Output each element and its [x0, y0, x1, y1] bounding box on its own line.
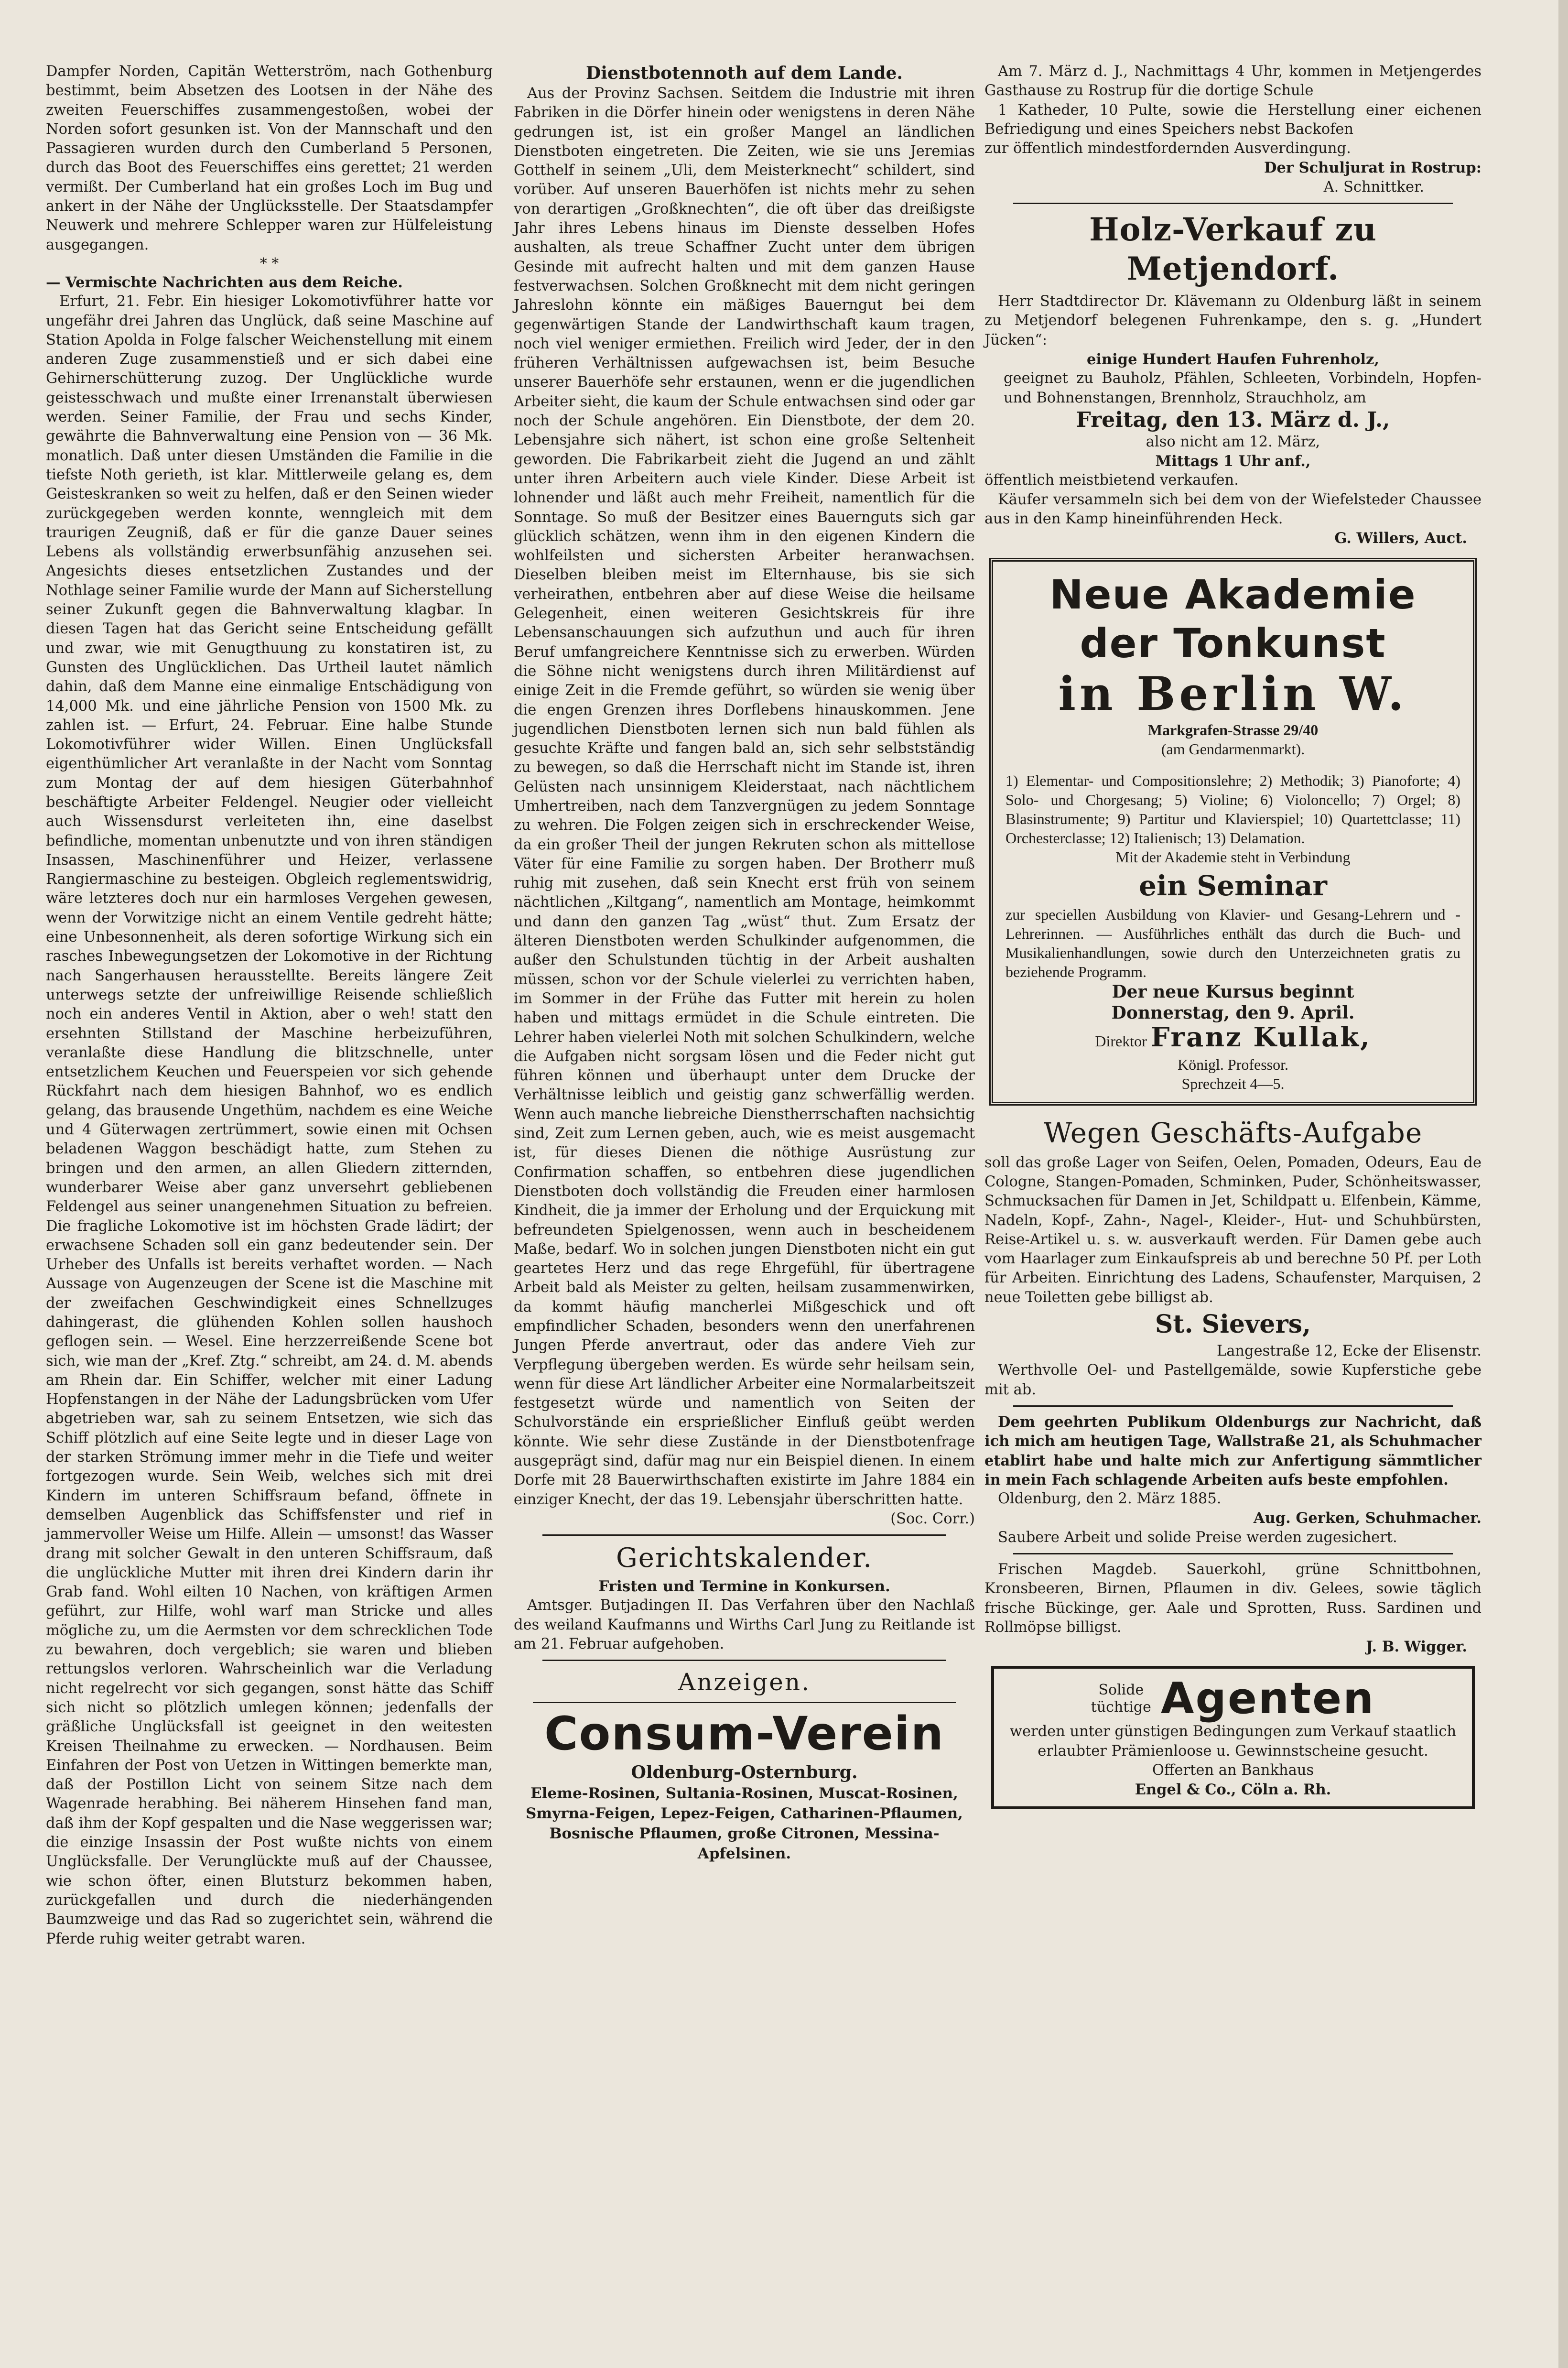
- schuhmacher-text: Dem geehrten Publikum Oldenburgs zur Nachricht, daß ich mich am heutigen Tage, Wallstraße 21, als Schuhmacher etablirt habe und halte mich zur Anfertigung sämmtlicher in mein Fach schlagende Arbeiten aufs beste empfohlen.: [984, 1413, 1481, 1488]
- akademie-ad: [989, 558, 1477, 1106]
- heading-anzeigen: Anzeigen.: [678, 1668, 811, 1696]
- agenten-title: Agenten: [1160, 1673, 1375, 1724]
- agenten-small-1: Solide: [1098, 1682, 1144, 1699]
- article-norden: Dampfer Norden, Capitän Wetterström, nach Gothenburg bestimmt, beim Absetzen des Lootsen in der Nähe des zweiten Feuerschiffes zusammengestoßen, wobei der Norden sofort gesunken ist. Von der Mannschaft und den Passagieren wurden durch den Cumberland 5 Personen, durch das Boot des Feuerschiffes eins gerettet; 21 werden vermißt. Der Cumberland hat ein großes Loch im Bug und ankert in der Nähe der Unglücksstelle. Der Staatsdampfer Neuwerk und mehrere Schlepper waren zur Hülfeleistung ausgegangen.: [46, 63, 493, 253]
- akademie-location: (am Gendarmenmarkt).: [1161, 740, 1305, 758]
- akademie-director-name: Franz Kullak,: [1150, 1021, 1371, 1053]
- divider: [1013, 1405, 1453, 1407]
- akademie-kurs-2: Donnerstag, den 9. April.: [1111, 1002, 1355, 1023]
- heading-vermischte: — Vermischte Nachrichten aus dem Reiche.: [46, 273, 403, 291]
- akademie-director-label: Direktor: [1095, 1032, 1147, 1050]
- agenten-small-2: tüchtige: [1091, 1699, 1151, 1716]
- akademie-verbindung: Mit der Akademie steht in Verbindung: [1115, 848, 1351, 866]
- heading-dienstboten: Dienstbotennoth auf dem Lande.: [586, 63, 903, 83]
- schuhmacher-date: Oldenburg, den 2. März 1885.: [998, 1490, 1222, 1508]
- akademie-address: Markgrafen-Strasse 29/40: [1147, 721, 1319, 739]
- holz-bold: einige Hundert Haufen Fuhrenholz,: [1086, 350, 1379, 368]
- agenten-header: [1004, 1675, 1462, 1722]
- divider: [542, 1534, 946, 1536]
- consum-location: Oldenburg-Osternburg.: [631, 1762, 858, 1783]
- article-vermischte: Erfurt, 21. Febr. Ein hiesiger Lokomotivführer hatte vor ungefähr drei Jahren das Unglück, daß seine Maschine auf Station Apolda in Folge falscher Weichenstellung mit einem anderen Zuge zusammenstieß und er sich dabei eine Gehirnerschütterung zuzog. Der Unglückliche wurde geistesschwach und mußte einer Irrenanstalt überwiesen werden. Seiner Familie, der Frau und sechs Kinder, gewährte die Bahnverwaltung eine Pension von — 36 Mk. monatlich. Daß unter diesen Umständen die Familie in die tiefste Noth gerieth, ist klar. Mittlerweile gelang es, dem Geisteskranken so weit zu helfen, daß er den Seinen wieder zurückgegeben werden konnte, wenngleich mit dem traurigen Zeugniß, daß er für die ganze Dauer seines Lebens als vollständig erwerbsunfähig anzusehen sei. Angesichts dieses entsetzlichen Zustandes und der Nothlage seiner Familie wurde der Mann auf Sicherstellung seiner Zukunft gegen die Bahnverwaltung klagbar. In diesen Tagen hat das Gericht seine Entscheidung gefällt und zwar, wie mit Genugthuung zu konstatiren ist, zu Gunsten des Unglücklichen. Das Urtheil lautet nämlich dahin, daß dem Manne eine einmalige Entschädigung von 14,000 Mk. und eine jährliche Pension von 1500 Mk. zu zahlen ist. — Erfurt, 24. Februar. Eine halbe Stunde Lokomotivführer wider Willen. Einen Unglücksfall eigenthümlicher Art veranlaßte in der Nacht vom Sonntag zum Montag der auf dem hiesigen Güterbahnhof beschäftigte Arbeiter Feldengel. Neugier oder vielleicht auch Wissensdurst verleiteten ihn, eine daselbst befindliche, momentan unbenutzte und von ihren ständigen Insassen, Maschinenführer und Heizer, verlassene Rangiermaschine zu besteigen. Obgleich reglementswidrig, wäre letzteres doch nur ein harmloses Vergehen gewesen, wenn der Vorwitzige nicht an einem Ventile gedreht hätte; eine Unbesonnenheit, als deren sofortige Wirkung sich ein rasches Inbewegungsetzen der Lokomotive in der Richtung nach Sangerhausen herausstellte. Bereits längere Zeit unterwegs setzte der unfreiwillige Reisende schließlich noch ein anderes Ventil in Aktion, aber o weh! statt den ersehnten Stillstand der Maschine herbeizuführen, veranlaßte diese Handlung die blitzschnelle, unter entsetzlichem Keuchen und Feuerspeien vor sich gehende Rückfahrt nach dem hiesigen Bahnhof, wo es endlich gelang, das brausende Ungethüm, nachdem es eine Weiche und 4 Güterwagen zertrümmert, sowie einen mit Ochsen beladenen Waggon beschädigt hatte, zum Stehen zu bringen und den armen, an allen Gliedern zitternden, wunderbarer Weise aber ganz unversehrt gebliebenen Feldengel aus seiner unangenehmen Situation zu befreien. Die fragliche Lokomotive ist im höchsten Grade lädirt; der erwachsene Schaden soll ein ganz bedeutender sein. Der Urheber des Unfalls ist bereits verhaftet worden. — Nach Aussage von Augenzeugen der Scene ist die Maschine mit der zweifachen Geschwindigkeit eines Schnellzuges dahingerast, die glühenden Kohlen sollen haushoch geflogen sein. — Wesel. Eine herzzerreißende Scene bot sich, wie man der „Kref. Ztg.“ schreibt, am 24. d. M. abends am Rhein dar. Ein Schiffer, welcher mit einer Ladung Hopfenstangen in der Nähe der Ladungsbrücken vom Ufer abgetrieben war, sah zu seinem Entsetzen, wie sich das Schiff plötzlich auf eine Seite legte und in dieser Lage von der starken Strömung immer mehr in die Tiefe und weiter fortgezogen wurde. Sein Weib, welches sich mit drei Kindern im unteren Schiffsraum befand, öffnete in demselben Augenblick das Schiffsfenster und rief in jammervoller Weise um Hilfe. Allein — umsonst! das Wasser drang mit solcher Gewalt in den unteren Schiffsraum, daß die unglückliche Mutter mit ihren drei Kindern darin ihr Grab fand. Wohl eilten 10 Nachen, von kräftigen Armen geführt, zur Hilfe, wohl warf man Stricke und alles mögliche zu, um die Aermsten vor dem schrecklichen Tode zu bewahren, doch vergeblich; sie waren und blieben rettungslos verloren. Wahrscheinlich war die Verladung nicht regelrecht vor sich gegangen, sonst hätte das Schiff sich nicht so plötzlich umlegen können; jedenfalls der gräßliche Unglücksfall ist geeignet in den weitesten Kreisen Theilnahme zu erwecken. — Nordhausen. Beim Einfahren der Post von Uetzen in Wittingen bemerkte man, daß der Postillon Licht von seinem Sitze nach dem Wagenrade herabhing. Bei näherem Hinsehen fand man, daß ihm der Kopf gespalten und die Nase weggerissen war; die einzige Insassin der Post wußte nichts von einem Unglücksfalle. Der Verunglückte muß auf der Chaussee, wie schon öfter, einen Blutsturz bekommen haben, zurückgefallen und durch die niederhängenden Baumzweige und das Rad so zugerichtet sein, während die Pferde ruhig weiter getrabt waren.: [46, 293, 493, 1947]
- akademie-director: [1006, 1023, 1460, 1055]
- consum-verein-title: Consum-Verein: [544, 1707, 944, 1761]
- akademie-kurs-1: Der neue Kursus beginnt: [1112, 981, 1354, 1002]
- akademie-title-3: in Berlin W.: [1058, 666, 1408, 721]
- holz-date: Freitag, den 13. März d. J.,: [1076, 407, 1390, 432]
- divider: [542, 1660, 946, 1661]
- column-1: [46, 62, 493, 1949]
- column-2: [514, 62, 975, 1864]
- school-ad-items: 1 Katheder, 10 Pulte, sowie die Herstellung einer eichenen Befriedigung und eines Speichers nebst Backofen: [984, 101, 1481, 138]
- article-dienstboten: Aus der Provinz Sachsen. Seitdem die Industrie mit ihren Fabriken in die Dörfer hinein oder wenigstens in deren Nähe gedrungen ist, ist ein großer Mangel an ländlichen Dienstboten eingetreten. Die Zeiten, wie sie uns Jeremias Gotthelf in seinem „Uli, dem Meisterknecht“ schildert, sind vorüber. Auf unseren Bauerhöfen ist nichts mehr zu sehen von derartigen „Großknechten“, die oft über das dreißigste Jahr ihres Lebens hinaus im Dienste desselben Hofes aushalten, als treue Schaffner Zucht unter dem übrigen Gesinde mit aufrecht halten und mit dem ganzen Hause festverwachsen. Solchen Großknecht mit dem nicht geringen Jahreslohn könnte ein mäßiges Bauerngut bei dem gegenwärtigen Stande der Landwirthschaft kaum tragen, noch viel weniger ermiethen. Freilich wird Jeder, der in den früheren Verhältnissen aufgewachsen ist, beim Besuche unserer Bauerhöfe sehr erstaunen, wenn er die jugendlichen Arbeiter sieht, die kaum der Schule entwachsen sind oder gar noch der Schule angehören. Ein Dienstbote, der dem 20. Lebensjahre sich nähert, ist schon eine große Seltenheit geworden. Die Fabrikarbeit zieht die Jugend an und zählt unter ihren Arbeitern auch viele Kinder. Diese Arbeit ist lohnender und läßt auch mehr Freiheit, namentlich für die Sonntage. So muß der Besitzer eines Bauernguts sich gar glücklich schätzen, wenn ihm in den eigenen Kindern die wohlfeilsten und sichersten Arbeiter heranwachsen. Dieselben bleiben meist im Elternhause, bis sie sich verheirathen, entbehren aber auf diese Weise die heilsame Gelegenheit, einen weiteren Gesichtskreis für ihre Lebensanschauungen sich aufzuthun und auch für ihren Beruf umfangreichere Kenntnisse sich zu erwerben. Würden die Söhne nicht wenigstens durch ihren Militärdienst auf einige Zeit in die Fremde geführt, so würden sie wenig über die engen Grenzen ihres Dorflebens hinauskommen. Jene jugendlichen Dienstboten lernen sich nun bald fühlen als gesuchte Kräfte und fangen bald an, sich sehr selbstständig zu bewegen, so daß die Herrschaft nicht im Stande ist, ihren Gelüsten nach unsinnigem Kleiderstaat, nach nächtlichem Umhertreiben, nach dem Tanzvergnügen zu jedem Sonntage zu wehren. Die Folgen zeigen sich in erschreckender Weise, da ein großer Theil der jungen Rekruten schon als mittellose Väter für eine Familie zu sorgen haben. Der Brotherr muß ruhig mit zusehen, daß sein Knecht erst früh von seinem nächtlichen „Kiltgang“, namentlich am Montage, heimkommt und dann den ganzen Tag „wüst“ thut. Zum Ersatz der älteren Dienstboten werden Schulkinder aufgenommen, die außer den Schulstunden tüchtig in der Arbeit aushalten müssen, schon vor der Schule vielerlei zu verrichten haben, im Sommer in der Frühe das Futter mit herein zu holen haben und mittags ermüdet in die Schule eintreten. Die Lehrer haben vielerlei Noth mit solchen Schulkindern, welche die Aufgaben nicht sorgsam lösen und die Feder nicht gut führen können und überhaupt unter dem Drucke der Verhältnisse leiblich und geistig ganz schwerfällig werden. Wenn auch manche liebreiche Dienstherrschaften nachsichtig sind, Zeit zum Lernen geben, auch, wie es meist ausgemacht ist, für dieses Dienen die nöthige Ausrüstung zur Confirmation schaffen, so entbehren diese jugendlichen Dienstboten doch vollständig die Freuden einer harmlosen Kindheit, die ja immer der Erholung und der Erquickung mit befreundeten Spielgenossen, wenn auch in bescheidenem Maße, bedarf. Wo in solchen jungen Dienstboten nicht ein gut geartetes Herz und das rege Ehrgefühl, für übertragene Arbeit bald als Meister zu gelten, heilsam zusammenwirken, da kommt häufig mancherlei Mißgeschick und oft empfindlicher Schaden, besonders wenn den unerfahrenen Jungen Pferde anvertraut, oder das andere Vieh zur Verpflegung übergeben werden. Es würde sehr heilsam sein, wenn für diese Art ländlicher Arbeiter eine Normalarbeitszeit festgesetzt würde und namentlich von Seiten der Schulvorstände ein ersprießlicher Einfluß geübt werden könnte. Wie sehr diese Zustände in der Dienstbotenfrage ausgeprägt sind, dafür mag nur ein Beispiel dienen. In einem Dorfe mit 28 Bauerwirthschaften existirte im Jahre 1884 ein einziger Knecht, der das 19. Lebensjahr überschritten hatte.: [514, 85, 975, 1508]
- gericht-text: Amtsger. Butjadingen II. Das Verfahren über den Nachlaß des weiland Kaufmanns und Wirths Carl Jung zu Reitlande ist am 21. Februar aufgehoben.: [514, 1597, 975, 1652]
- article-source: (Soc. Corr.): [890, 1510, 975, 1527]
- akademie-professor: Königl. Professor.: [1178, 1055, 1288, 1073]
- agenten-signature: Engel & Co., Cöln a. Rh.: [1135, 1781, 1331, 1799]
- geschaeft-aufgabe-text: soll das große Lager von Seifen, Oelen, Pomaden, Odeurs, Eau de Cologne, Stangen-Pomaden, Schminken, Puder, Schönheitswasser, Schmucksachen für Damen in Jet, Schildpatt u. Elfenbein, Kämme, Nadeln, Kopf-, Zahn-, Nagel-, Kleider-, Hut- und Schuhbürsten, Reise-Artikel u. s. w. ausverkauft werden. Für Damen gebe auch vom Haarlager zum Einkaufspreis ab und berechne 50 Pf. per Loth für Arbeiten. Einrichtung des Ladens, Schaufenster, Marquisen, 2 neue Toiletten gebe billigst ab.: [984, 1154, 1481, 1306]
- divider: [1013, 203, 1453, 204]
- schuhmacher-signature: Aug. Gerken, Schuhmacher.: [1253, 1510, 1481, 1527]
- geschaeft-aufgabe-title: Wegen Geschäfts-Aufgabe: [1043, 1116, 1423, 1149]
- holz-text-3: öffentlich meistbietend verkaufen.: [984, 472, 1239, 489]
- akademie-title-1: Neue Akademie: [1049, 571, 1417, 618]
- school-ad-name: A. Schnittker.: [1323, 178, 1424, 196]
- holz-date-2: also nicht am 12. März,: [1146, 433, 1320, 450]
- separator-stars: * *: [260, 255, 279, 272]
- wigger-text: Frischen Magdeb. Sauerkohl, grüne Schnittbohnen, Kronsbeeren, Birnen, Pflaumen in div. Gelees, sowie täglich frische Bückinge, ger. Aale und Sprotten, Russ. Sardinen und Rollmöpse billigst.: [984, 1561, 1481, 1636]
- akademie-subjects: 1) Elementar- und Compositionslehre; 2) Methodik; 3) Pianoforte; 4) Solo- und Chorgesang; 5) Violine; 6) Violoncello; 7) Orgel; 8) Blasinstrumente; 9) Partitur und Klavierspiel; 10) Quartettclasse; 11) Orchesterclasse; 12) Italienisch; 13) Delamation.: [1006, 771, 1460, 847]
- holz-text-2: geeignet zu Bauholz, Pfählen, Schleeten, Vorbindeln, Hopfen- und Bohnenstangen, Brennholz, Strauchholz, am: [1004, 370, 1481, 406]
- school-ad-signature: Der Schuljurat in Rostrup:: [1264, 159, 1481, 177]
- school-ad-text: Am 7. März d. J., Nachmittags 4 Uhr, kommen in Metjengerdes Gasthause zu Rostrup für die dortige Schule: [984, 63, 1481, 99]
- agenten-text: werden unter günstigen Bedingungen zum Verkauf staatlich erlaubter Prämienloose u. Gewinnstscheine gesucht.: [1009, 1723, 1457, 1760]
- agenten-offer: Offerten an Bankhaus: [1152, 1762, 1314, 1779]
- sievers-name: St. Sievers,: [1155, 1310, 1311, 1339]
- wigger-signature: J. B. Wigger.: [1366, 1638, 1467, 1656]
- holz-text: Herr Stadtdirector Dr. Klävemann zu Oldenburg läßt in seinem zu Metjendorf belegenen Fuhrenkampe, den s. g. „Hundert Jücken“:: [984, 293, 1481, 348]
- page-edge: [1558, 0, 1568, 2368]
- heading-gerichtskalender: Gerichtskalender.: [616, 1542, 873, 1574]
- akademie-sprechzeit: Sprechzeit 4—5.: [1181, 1075, 1285, 1092]
- akademie-seminar: ein Seminar: [1139, 869, 1327, 902]
- akademie-seminar-text: zur speciellen Ausbildung von Klavier- und Gesang-Lehrern und -Lehrerinnen. — Ausführliches enthält das durch die Buch- und Musikalienhandlungen, sowie durch den Unterzeichneten gratis zu beziehende Programm.: [1006, 905, 1460, 980]
- holz-time: Mittags 1 Uhr anf.,: [1155, 453, 1311, 470]
- holz-signature: G. Willers, Auct.: [1334, 530, 1467, 547]
- gericht-subheading: Fristen und Termine in Konkursen.: [598, 1578, 890, 1596]
- divider: [533, 1702, 956, 1703]
- agenten-small-label: [1091, 1682, 1151, 1716]
- sievers-address: Langestraße 12, Ecke der Elisenstr.: [1216, 1343, 1481, 1360]
- holz-verkauf-title: Holz-Verkauf zu Metjendorf.: [1089, 211, 1377, 288]
- school-ad-end: zur öffentlich mindestfordernden Ausverdingung.: [984, 140, 1351, 157]
- akademie-title-2: der Tonkunst: [1080, 619, 1386, 667]
- consum-products: Eleme-Rosinen, Sultania-Rosinen, Muscat-Rosinen, Smyrna-Feigen, Lepez-Feigen, Catharinen-Pflaumen, Bosnische Pflaumen, große Citronen, Messina-Apfelsinen.: [526, 1785, 963, 1863]
- sievers-text: Werthvolle Oel- und Pastellgemälde, sowie Kupferstiche gebe mit ab.: [984, 1362, 1481, 1398]
- holz-text-4: Käufer versammeln sich bei dem von der Wiefelsteder Chaussee aus in den Kamp hineinführenden Heck.: [984, 491, 1481, 528]
- agenten-ad: [991, 1666, 1475, 1809]
- divider: [1013, 1553, 1453, 1554]
- column-3: [984, 62, 1481, 1819]
- schuhmacher-text-2: Saubere Arbeit und solide Preise werden zugesichert.: [998, 1529, 1397, 1546]
